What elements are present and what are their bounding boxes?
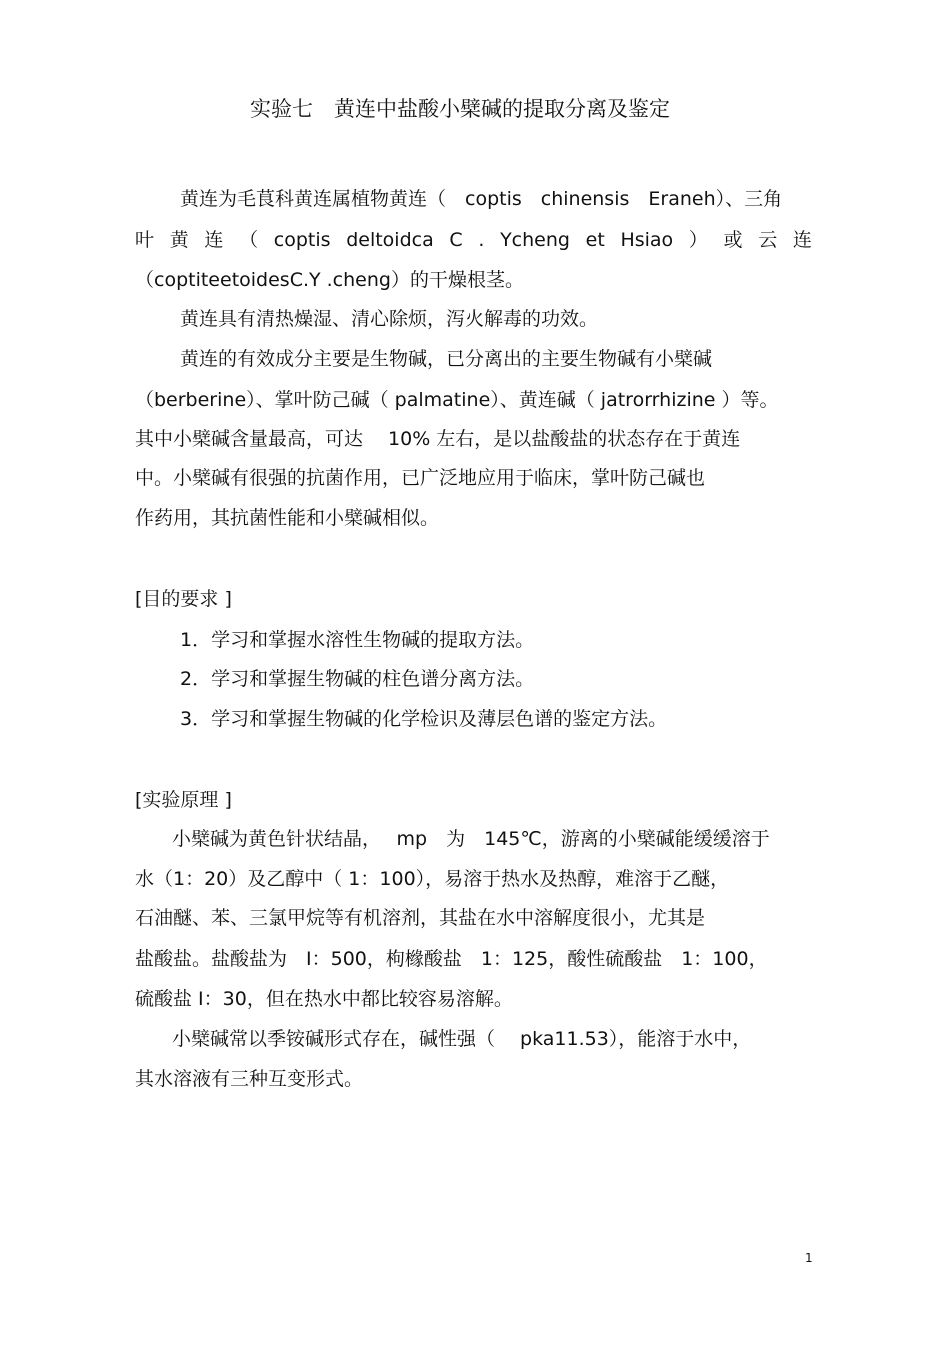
intro-line-4: 黄连具有清热燥湿、清心除烦，泻火解毒的功效。 [180, 308, 599, 330]
principle-line-1: 小檗碱为黄色针状结晶， mp 为 145℃，游离的小檗碱能缓缓溶于 [172, 828, 770, 850]
objective-item-1: 1．学习和掌握水溶性生物碱的提取方法。 [180, 629, 535, 651]
intro-line-9: 作药用，其抗菌性能和小檗碱相似。 [135, 507, 440, 529]
objective-item-2: 2．学习和掌握生物碱的柱色谱分离方法。 [180, 668, 535, 690]
intro-word: C [449, 229, 463, 251]
intro-word: 或 [723, 229, 743, 251]
intro-line-3: （coptiteetoidesC.Y .cheng）的干燥根茎。 [135, 269, 524, 291]
intro-line-2-justified [135, 227, 812, 253]
principle-line-2: 水（1：20）及乙醇中（ 1：100），易溶于热水及热醇，难溶于乙醚， [135, 868, 730, 890]
intro-word: 云 [758, 229, 778, 251]
intro-line-6: （berberine）、掌叶防己碱（ palmatine）、黄连碱（ jatrorrhizine ）等。 [135, 389, 779, 411]
intro-word: coptis [273, 229, 331, 251]
intro-word: 连 [204, 229, 224, 251]
intro-word: （ [239, 229, 259, 251]
principle-line-3: 石油醚、苯、三氯甲烷等有机溶剂，其盐在水中溶解度很小，尤其是 [135, 907, 706, 929]
intro-line-1: 黄连为毛茛科黄连属植物黄连（ coptis chinensis Eraneh）、三角 [180, 188, 783, 210]
intro-line-8: 中。小檗碱有很强的抗菌作用，已广泛地应用于临床，掌叶防己碱也 [135, 467, 706, 489]
intro-word: 黄 [169, 229, 189, 251]
principle-line-7: 其水溶液有三种互变形式。 [135, 1068, 364, 1090]
intro-word: 叶 [135, 229, 155, 251]
intro-word: 连 [792, 229, 812, 251]
principle-line-4: 盐酸盐。盐酸盐为 I：500，枸橼酸盐 1：125，酸性硫酸盐 1：100， [135, 948, 768, 970]
intro-word: Ycheng [500, 229, 570, 251]
objective-item-3: 3．学习和掌握生物碱的化学检识及薄层色谱的鉴定方法。 [180, 708, 668, 730]
intro-word: et [585, 229, 605, 251]
principle-heading: [实验原理 ] [135, 789, 232, 811]
principle-line-5: 硫酸盐 I：30，但在热水中都比较容易溶解。 [135, 988, 513, 1010]
objectives-heading: [目的要求 ] [135, 588, 232, 610]
principle-line-6: 小檗碱常以季铵碱形式存在，碱性强（ pka11.53），能溶于水中， [172, 1028, 752, 1050]
intro-word: Hsiao [620, 229, 674, 251]
intro-word: . [478, 229, 485, 251]
intro-line-5: 黄连的有效成分主要是生物碱，已分离出的主要生物碱有小檗碱 [180, 348, 713, 370]
intro-word: deltoidca [346, 229, 434, 251]
intro-line-7: 其中小檗碱含量最高，可达 10% 左右，是以盐酸盐的状态存在于黄连 [135, 428, 741, 450]
intro-word: ） [688, 229, 708, 251]
page-number: 1 [805, 1251, 813, 1265]
page-title: 实验七 黄连中盐酸小檗碱的提取分离及鉴定 [250, 97, 670, 121]
